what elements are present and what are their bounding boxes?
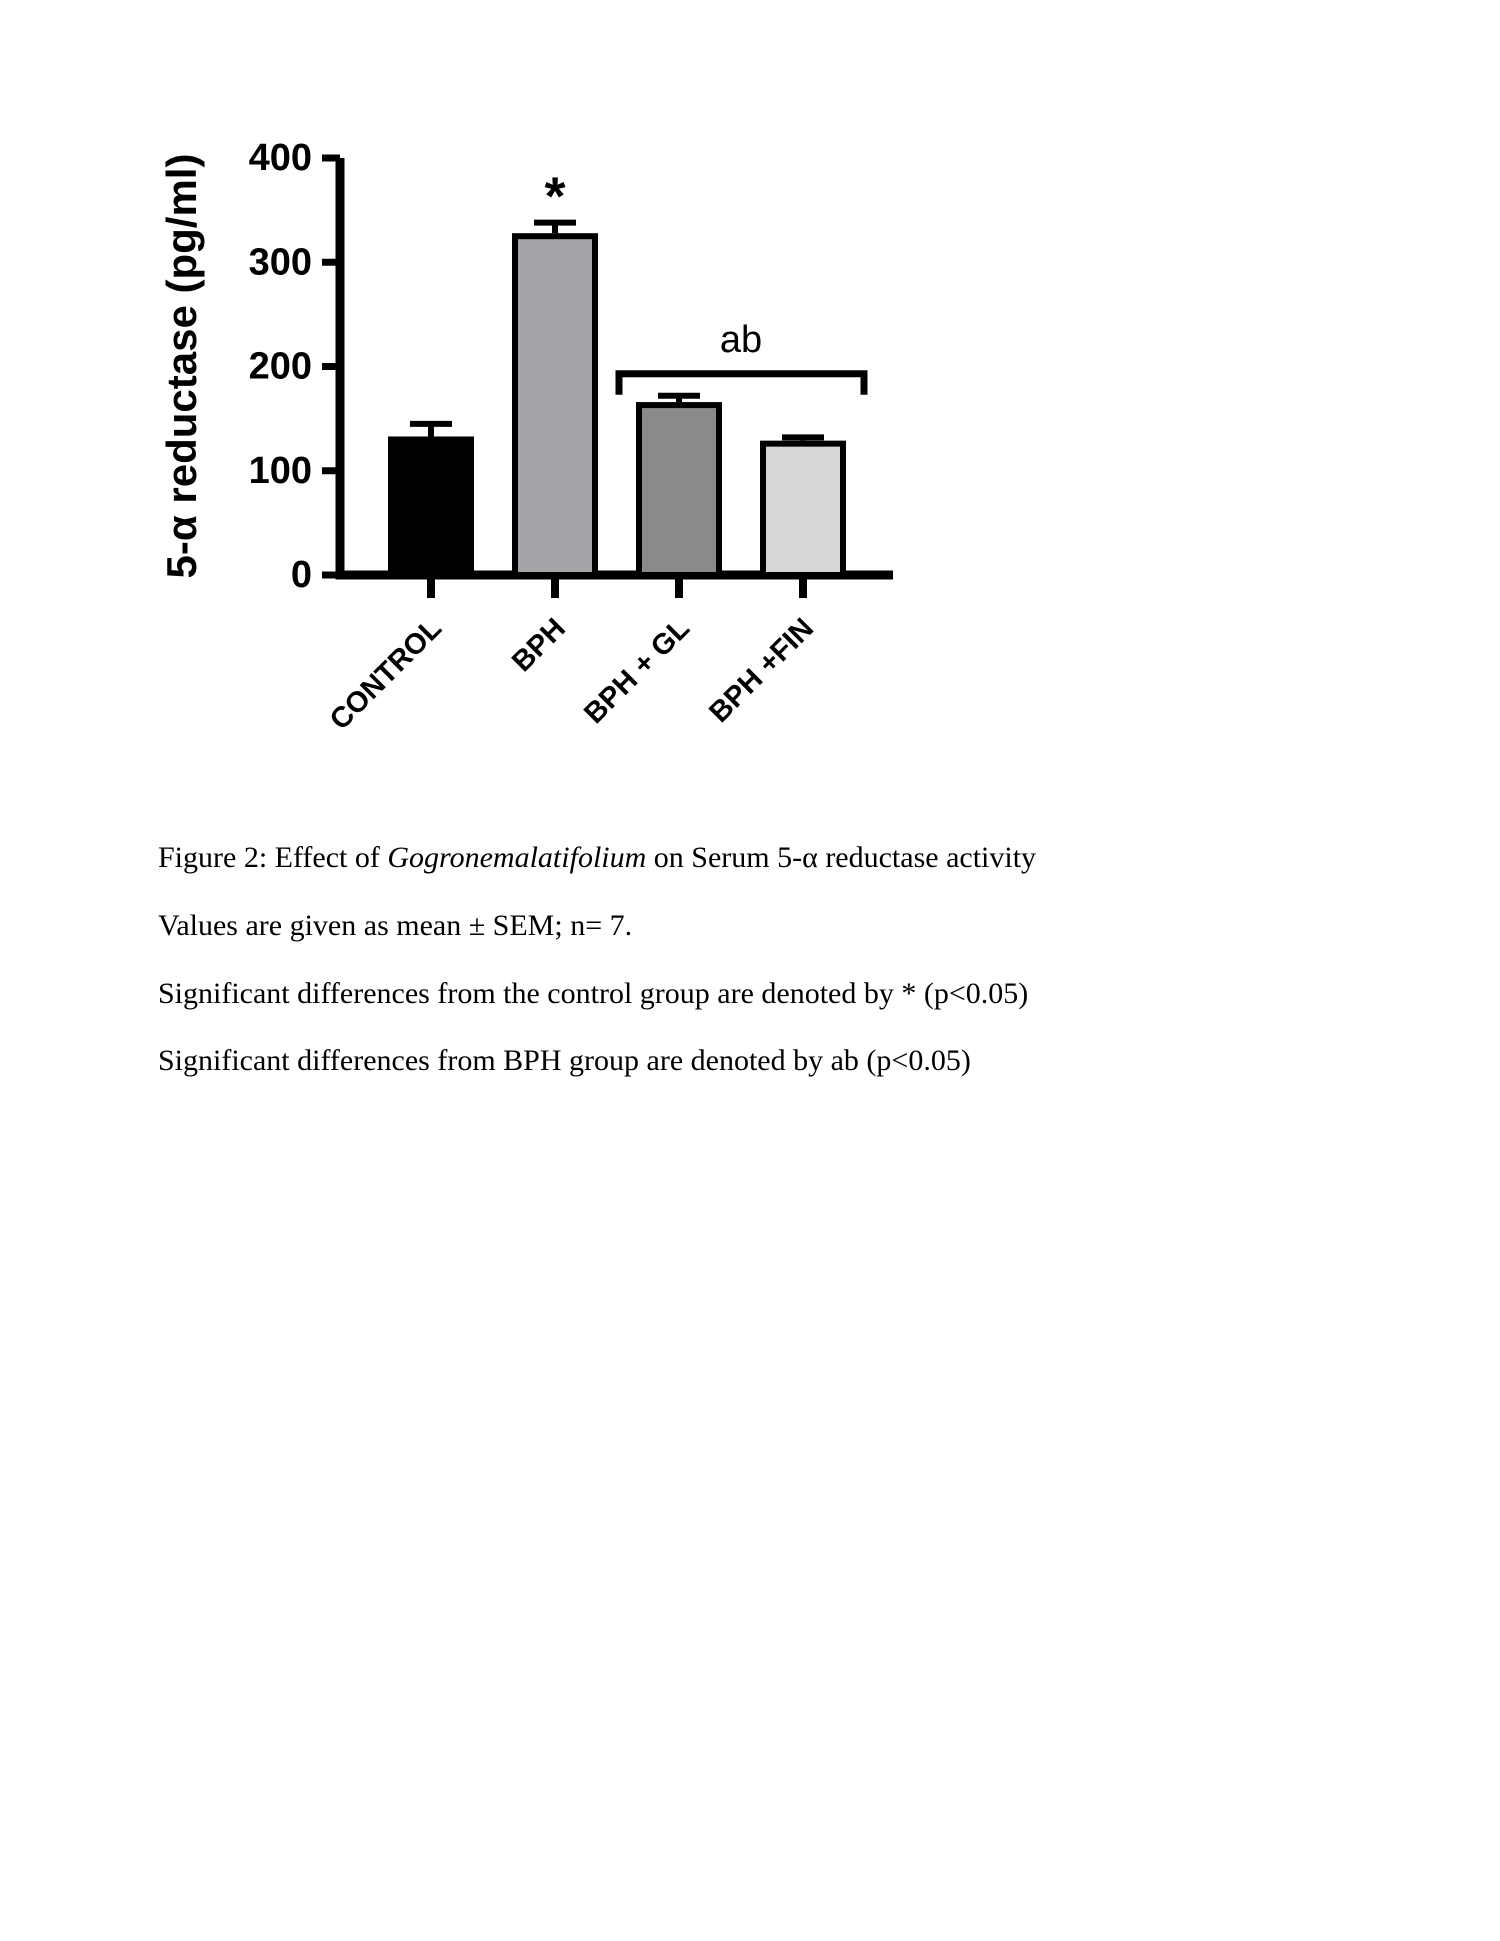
- bar-chart-figure: [0, 0, 1500, 810]
- caption-line-figure-title: [158, 840, 1036, 876]
- bar-bph-fin: [763, 444, 843, 575]
- y-tick-label: 400: [248, 137, 312, 179]
- x-tick-label: BPH: [506, 612, 572, 679]
- y-tick-label: 200: [248, 345, 312, 388]
- bar-bph: [515, 236, 595, 575]
- caption-species-italic: Gogronemalatifolium: [387, 841, 647, 874]
- caption-line-control-significance: Significant differences from the control group are denoted by * (p<0.05): [158, 977, 1029, 1010]
- bar-bph-gl: [639, 405, 719, 575]
- caption-suffix: on Serum 5-α reductase activity: [646, 841, 1037, 874]
- caption-line-bph-significance: Significant differences from BPH group are denoted by ab (p<0.05): [158, 1044, 971, 1077]
- y-axis-title: 5-α reductase (pg/ml): [158, 153, 205, 579]
- y-tick-label: 100: [248, 449, 312, 492]
- x-tick-label: CONTROL: [323, 612, 448, 737]
- x-tick-label: BPH + GL: [578, 612, 696, 731]
- y-tick-label: 300: [248, 241, 312, 284]
- significance-bracket: [619, 374, 864, 395]
- bar-control: [391, 439, 471, 575]
- x-tick-label: BPH +FIN: [703, 612, 820, 729]
- significance-asterisk: *: [544, 166, 566, 227]
- caption-prefix: Figure 2: Effect of: [158, 841, 388, 874]
- caption-line-values: Values are given as mean ± SEM; n= 7.: [158, 909, 633, 942]
- bracket-label: ab: [719, 318, 763, 361]
- y-tick-label: 0: [290, 554, 312, 596]
